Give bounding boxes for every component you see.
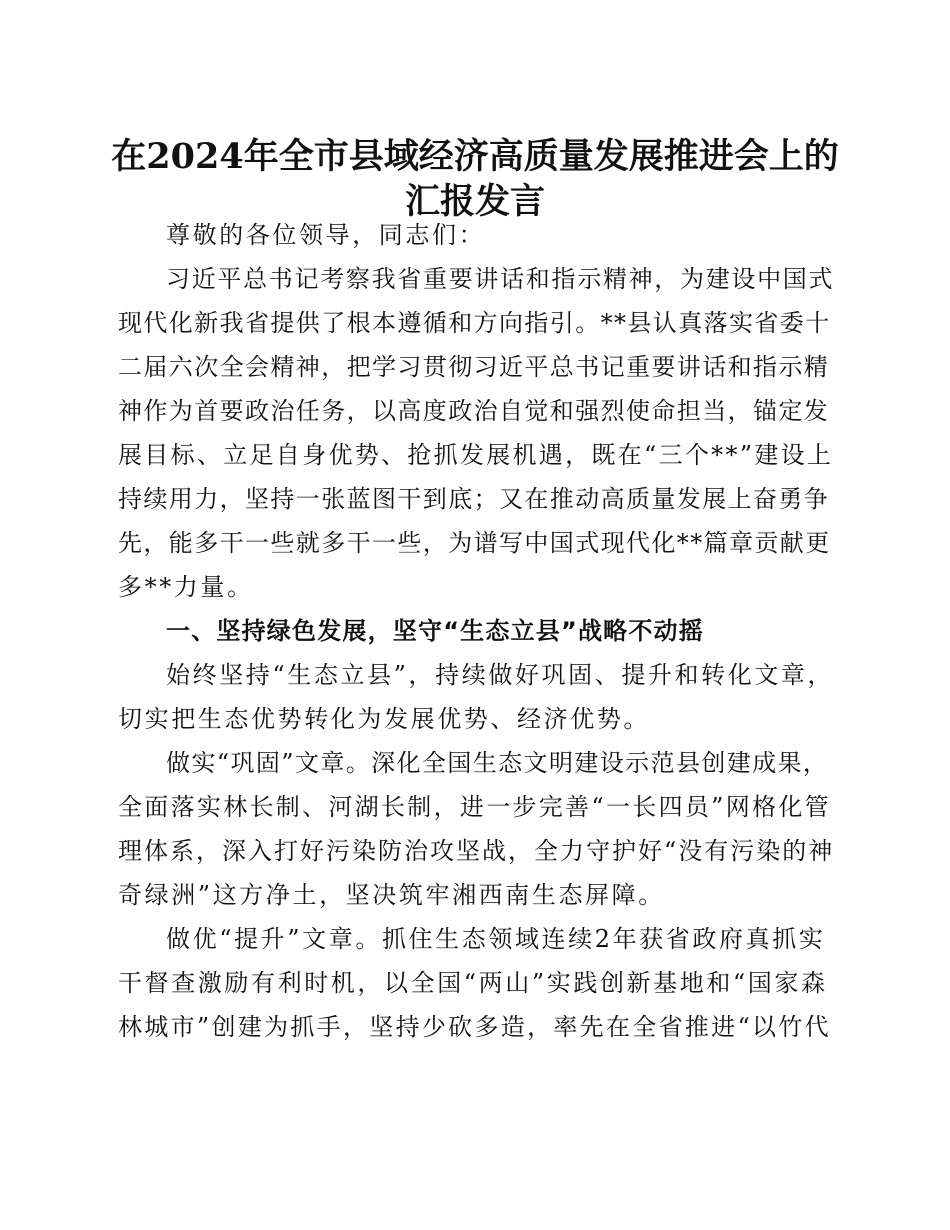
paragraph-line: 二届六次全会精神，把学习贯彻习近平总书记重要讲话和指示精: [118, 353, 830, 381]
document-title-line-1: 在2024年全市县域经济高质量发展推进会上的: [111, 136, 839, 177]
document-title-line-2: 汇报发言: [404, 181, 545, 222]
section-heading: 一、坚持绿色发展，坚守“生态立县”战略不动摇: [166, 617, 704, 645]
paragraph-line: 展目标、立足自身优势、抢抓发展机遇，既在“三个**”建设上: [118, 441, 834, 469]
paragraph-line: 多**力量。: [118, 573, 254, 601]
paragraph-line: 干督查激励有利时机，以全国“两山”实践创新基地和“国家森: [118, 969, 828, 997]
paragraph-line: 做实“巩固”文章。深化全国生态文明建设示范县创建成果，: [166, 749, 829, 777]
paragraph-line: 现代化新我省提供了根本遵循和方向指引。**县认真落实省委十: [118, 309, 831, 337]
paragraph-line: 切实把生态优势转化为发展优势、经济优势。: [118, 705, 650, 733]
paragraph-line: 始终坚持“生态立县”，持续做好巩固、提升和转化文章，: [166, 661, 835, 689]
paragraph-line: 神作为首要政治任务，以高度政治自觉和强烈使命担当，锚定发: [118, 397, 830, 425]
paragraph-line: 习近平总书记考察我省重要讲话和指示精神，为建设中国式: [166, 265, 835, 293]
paragraph-line: 先，能多干一些就多干一些，为谱写中国式现代化**篇章贡献更: [118, 529, 831, 557]
paragraph-line: 做优“提升”文章。抓住生态领域连续2年获省政府真抓实: [166, 925, 826, 953]
paragraph-line: 持续用力，坚持一张蓝图干到底；又在推动高质量发展上奋勇争: [118, 485, 830, 513]
salutation: 尊敬的各位领导，同志们：: [166, 221, 486, 249]
paragraph-line: 全面落实林长制、河湖长制，进一步完善“一长四员”网格化管: [118, 793, 831, 821]
paragraph-line: 林城市”创建为抓手，坚持少砍多造，率先在全省推进“以竹代: [118, 1013, 831, 1041]
paragraph-line: 奇绿洲”这方净土，坚决筑牢湘西南生态屏障。: [118, 881, 665, 909]
paragraph-line: 理体系，深入打好污染防治攻坚战，全力守护好“没有污染的神: [118, 837, 835, 865]
